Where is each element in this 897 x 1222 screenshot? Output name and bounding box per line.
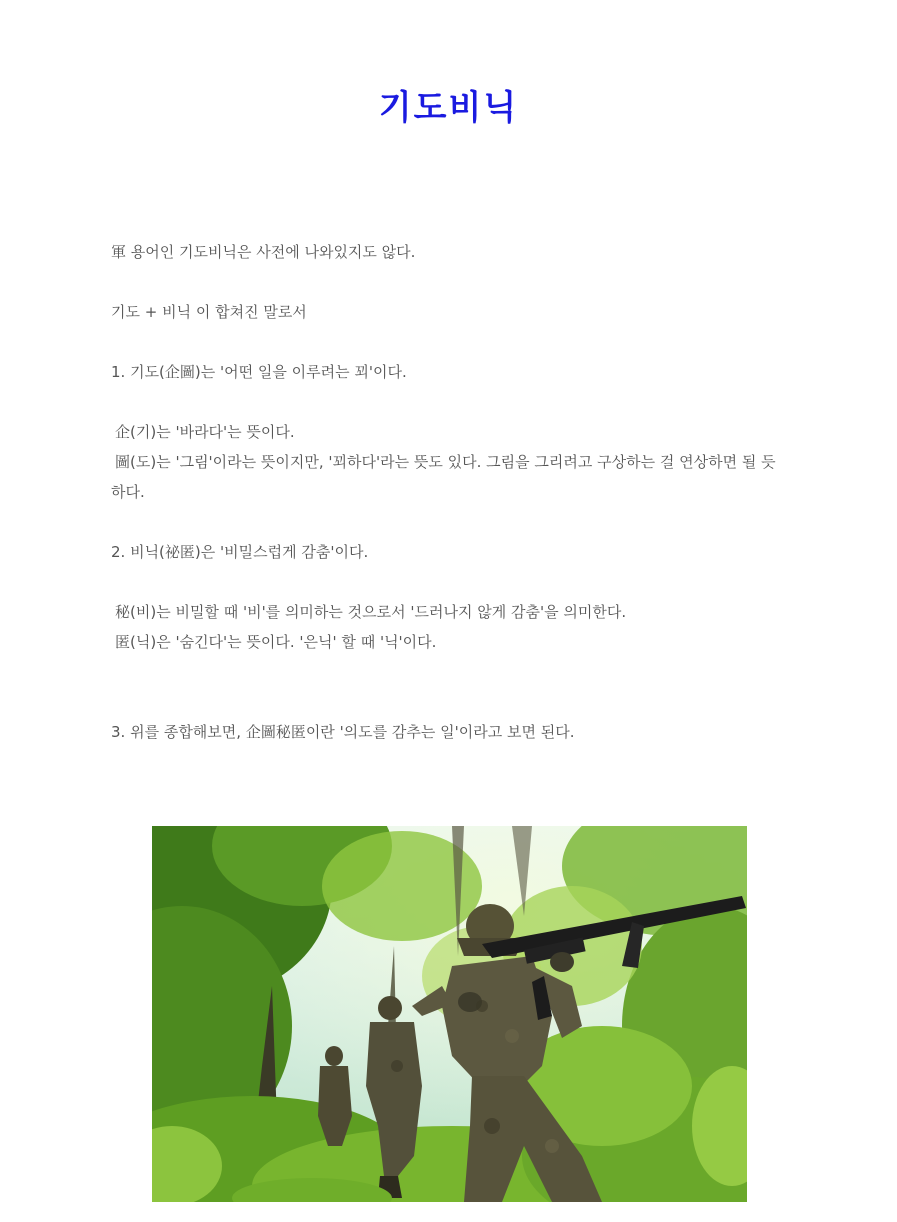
- paragraph-do-meaning-cont: 하다.: [111, 483, 145, 501]
- paragraph-binik-heading: 2. 비닉(祕匿)은 '비밀스럽게 감춤'이다.: [111, 543, 369, 561]
- paragraph-compound: 기도 + 비닉 이 합쳐진 말로서: [111, 303, 307, 321]
- paragraph-nik-meaning: 匿(닉)은 '숨긴다'는 뜻이다. '은닉' 할 때 '닉'이다.: [115, 633, 437, 651]
- paragraph-gi-meaning: 企(기)는 '바라다'는 뜻이다.: [115, 423, 295, 441]
- paragraph-do-meaning: 圖(도)는 '그림'이라는 뜻이지만, '꾀하다'라는 뜻도 있다. 그림을 그리려고 구상하는 걸 연상하면 될 듯: [115, 453, 776, 471]
- paragraph-summary: 3. 위를 종합해보면, 企圖秘匿이란 '의도를 감추는 일'이라고 보면 된다.: [111, 723, 575, 741]
- paragraph-intro: 軍 용어인 기도비닉은 사전에 나와있지도 않다.: [111, 243, 416, 261]
- post-title: 기도비닉: [378, 87, 519, 128]
- paragraph-gido-heading: 1. 기도(企圖)는 '어떤 일을 이루려는 꾀'이다.: [111, 363, 407, 381]
- soldiers-in-forest-photo: [152, 826, 747, 1202]
- paragraph-bi-meaning: 秘(비)는 비밀할 때 '비'를 의미하는 것으로서 '드러나지 않게 감춤'을 의미한다.: [115, 603, 627, 621]
